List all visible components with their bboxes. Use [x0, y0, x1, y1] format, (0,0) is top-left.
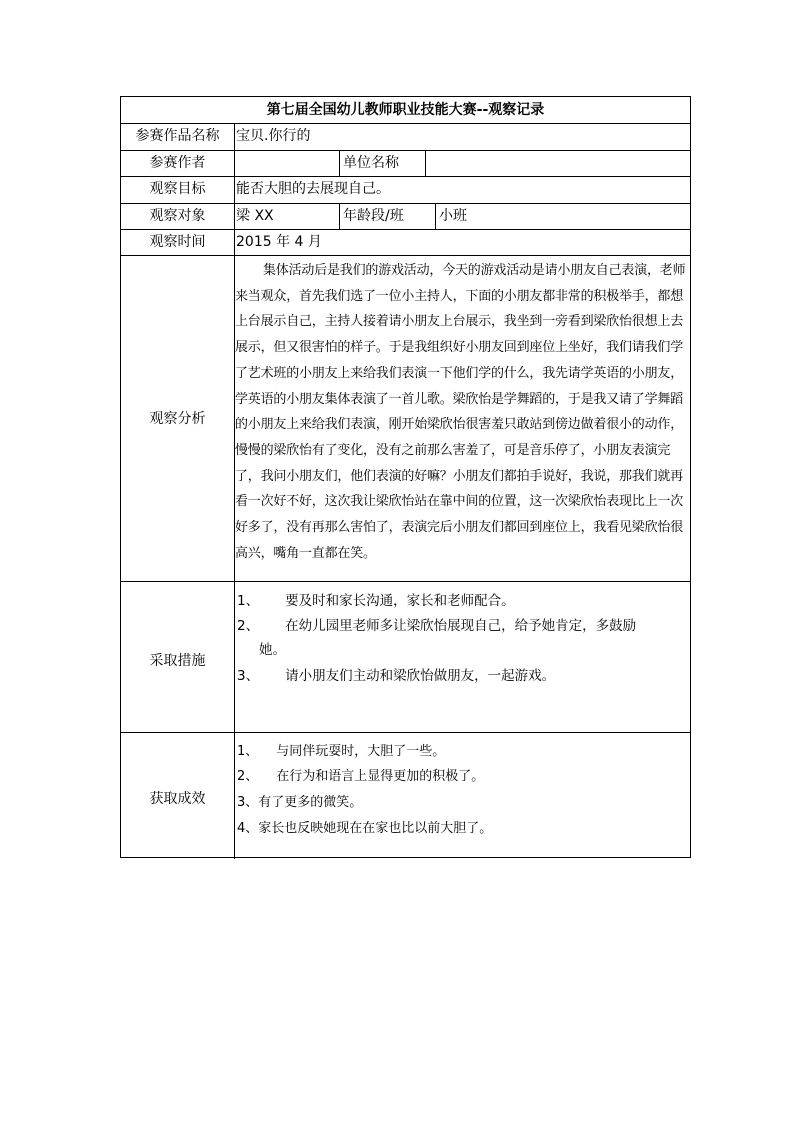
row-divider: [121, 150, 690, 151]
goal-value: 能否大胆的去展现自己。: [236, 181, 390, 197]
row-divider: [121, 176, 690, 177]
list-number: 3、: [237, 668, 260, 684]
list-text: 请小朋友们主动和梁欣怡做朋友，一起游戏。: [285, 668, 556, 684]
column-divider: [435, 203, 436, 229]
age-group-value: 小班: [439, 208, 467, 224]
age-group-label: 年龄段/班: [343, 208, 404, 224]
column-divider: [425, 150, 426, 176]
measure-item: [237, 664, 555, 684]
row-divider: [121, 732, 690, 733]
list-text: 与同伴玩耍时，大胆了一些。: [276, 744, 446, 759]
analysis-paragraph: 集体活动后是我们的游戏活动，今天的游戏活动是请小朋友自己表演，老师来当观众，首先我们选了一位小主持人，下面的小朋友都非常的积极举手，都想上台展示自己，主持人接着请小朋友上台展示，我坐到一旁看到梁欣怡很想上去展示，但又很害怕的样子。于是我组织好小朋友回到座位上坐好，我们请我们学了艺术班的小朋友上来给我们表演一下他们学的什么，我先请学英语的小朋友，学英语的小朋友集体表演了一首儿歌。梁欣怡是学舞蹈的，于是我又请了学舞蹈的小朋友上来给我们表演，刚开始梁欣怡很害羞只敢站到傍边做着很小的动作，慢慢的梁欣怡有了变化，没有之前那么害羞了，可是音乐停了，小朋友表演完了，我问小朋友们，他们表演的好嘛？小朋友们都拍手说好，我说，那我们就再看一次好不好，这次我让梁欣怡站在靠中间的位置，这一次梁欣怡表现比上一次好多了，没有再那么害怕了，表演完后小朋友们都回到座位上，我看见梁欣怡很高兴，嘴角一直都在笑。: [235, 263, 686, 561]
list-text: 要及时和家长沟通，家长和老师配合。: [285, 593, 515, 609]
author-label: 参赛作者: [149, 155, 206, 171]
list-text: 家长也反映她现在在家也比以前大胆了。: [258, 821, 493, 836]
time-value: 2015 年 4 月: [236, 234, 322, 250]
list-number: 2、: [237, 618, 260, 634]
list-text: 在行为和语言上显得更加的积极了。: [276, 769, 485, 784]
result-item: [237, 765, 484, 784]
time-label: 观察时间: [149, 234, 206, 250]
column-divider: [339, 203, 340, 229]
row-divider: [121, 123, 690, 124]
measure-item: [237, 614, 636, 634]
row-divider: [121, 255, 690, 256]
list-text: 有了更多的微笑。: [258, 795, 363, 810]
subject-value: 梁 XX: [236, 208, 274, 224]
list-number: 1、: [237, 593, 260, 609]
row-divider: [121, 229, 690, 230]
results-label: 获取成效: [149, 791, 206, 807]
measures-label: 采取措施: [149, 653, 206, 669]
analysis-text: [235, 258, 690, 566]
unit-label: 单位名称: [343, 155, 399, 171]
result-item: [237, 791, 362, 810]
measure-item: [237, 589, 515, 609]
row-divider: [121, 581, 690, 582]
analysis-label: 观察分析: [149, 411, 206, 427]
list-number: 2、: [237, 769, 259, 784]
work-name-value: 宝贝.你行的: [236, 128, 311, 144]
result-item: [237, 740, 445, 759]
list-number: 1、: [237, 744, 259, 759]
observation-record-table: [120, 96, 691, 858]
row-divider: [121, 203, 690, 204]
result-item: [237, 817, 492, 836]
list-text: 在幼儿园里老师多让梁欣怡展现自己，给予她肯定，多鼓励: [285, 618, 637, 634]
list-number: 3、: [237, 795, 259, 810]
measure-item-continuation: 她。: [259, 642, 286, 658]
work-name-label: 参赛作品名称: [135, 128, 220, 144]
list-number: 4、: [237, 821, 259, 836]
goal-label: 观察目标: [149, 181, 206, 197]
subject-label: 观察对象: [149, 208, 206, 224]
document-title: 第七届全国幼儿教师职业技能大赛--观察记录: [266, 102, 545, 118]
column-divider: [339, 150, 340, 176]
